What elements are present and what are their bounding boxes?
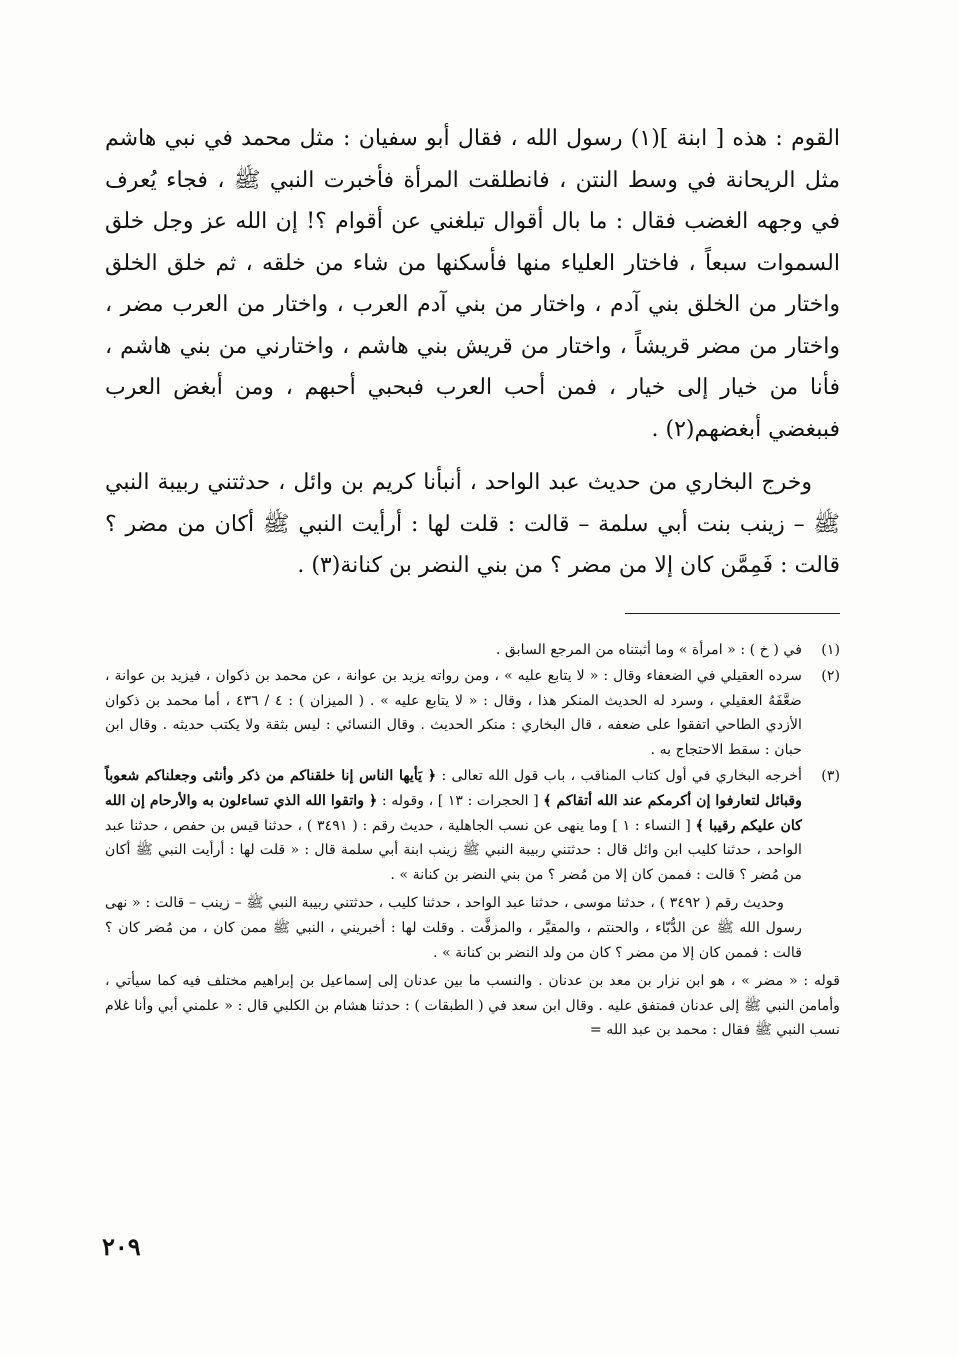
footnote-text: في ( خ ) : « امرأة » وما أثبتناه من المرجع السابق . — [495, 641, 802, 658]
main-text — [105, 118, 840, 587]
footnote-3 — [105, 764, 840, 965]
quran-verse-hujurat: ﴿ يَأيها الناس إنا خلقناكم من ذكر وأنثى وجعلناكم شعوباً وقبائل لتعارفوا إن أكرمكم عند الله أتقاكم ﴾ — [105, 768, 802, 810]
footnote-text — [105, 764, 802, 887]
footnote-number: (٣) — [821, 768, 840, 785]
footnote-number: (٢) — [821, 668, 840, 685]
footnote-continuation: [ النساء : ١ ] وما ينهى عن نسب الجاهلية ، حديث رقم : ( ٣٤٩١ ) ، حدثنا قيس بن حفص ، حدثنا عبد الواحد ، حدثنا كليب ابن وائل قال : حدثتني ربيبة النبي ﷺ زينب ابنة أبي سلمة قال : « قلت لها : أرأيت النبي ﷺ أكان من مُضر ؟ قالت : فممن كان إلا من مُضر ؟ من بني النضر بن كنانة » . — [105, 817, 802, 883]
footnote-separator — [625, 613, 840, 614]
main-paragraph-1: القوم : هذه [ ابنة ](١) رسول الله ، فقال أبو سفيان : مثل محمد في نبي هاشم مثل الريحانة في وسط النتن ، فانطلقت المرأة فأخبرت النبي ﷺ ، فجاء يُعرف في وجهه الغضب فقال : ما بال أقوال تبلغني عن أقوام ؟! إن الله عز وجل خلق السموات سبعاً ، فاختار العلياء منها فأسكنها من شاء من خلقه ، ثم خلق الخلق واختار من الخلق بني آدم ، واختار من بني آدم العرب ، واختار من العرب مضر ، واختار من مضر قريشاً ، واختار من قريش بني هاشم ، واختارني من بني هاشم ، فأنا من خيار إلى خيار ، فمن أحب العرب فبحبي أحبهم ، ومن أبغض العرب فببغضي أبغضهم(٢) . — [105, 126, 840, 442]
verse-reference: [ الحجرات : ١٣ ] ، وقوله : — [377, 793, 544, 810]
footnote-commentary: قوله : « مضر » ، هو ابن نزار بن معد بن عدنان . والنسب ما بين عدنان إلى إسماعيل بن إبراهيم مختلف فيه كما سيأتي ، وأمامن النبي ﷺ إلى عدنان فمتفق عليه . وقال ابن سعد في ( الطبقات ) : حدثنا هشام بن الكلبي قال : « علمني أبي وأنا غلام نسب النبي ﷺ فقال : محمد بن عبد الله = — [105, 973, 840, 1039]
footnote-2 — [105, 664, 840, 762]
footnotes — [105, 638, 840, 1044]
footnote-text-second: وحديث رقم ( ٣٤٩٢ ) ، حدثنا موسى ، حدثنا عبد الواحد ، حدثنا كليب ، حدثتني ربيبة النبي ﷺ – زينب – قالت : « نهى رسول الله ﷺ عن الدُّبّاء ، والحنتم ، والمقيَّر ، والمزفَّت . وقلت لها : أخبريني ، النبي ﷺ ممن كان ، من مُضر كان ؟ قالت : فممن كان إلا من مضر ؟ كان من ولد النضر بن كنانة » . — [105, 895, 802, 961]
footnote-intro: أخرجه البخاري في أول كتاب المناقب ، باب قول الله تعالى : — [436, 768, 802, 785]
footnote-1 — [105, 638, 840, 663]
footnote-number: (١) — [821, 641, 840, 658]
page-number: ٢٠٩ — [102, 1232, 141, 1261]
footnote-text: سرده العقيلي في الضعفاء وقال : « لا يتابع عليه » ، ومن رواته يزيد بن عوانة ، عن محمد بن ذكوان ، فيزيد بن عوانة ، ضعَّفَهُ العقيلي ، وسرد له الحديث المنكر هذا ، وقال : « لا يتابع عليه » . ( الميزان ) : ٤ / ٤٣٦ ، أما محمد بن ذكوان الأزدي الطاحي اتفقوا على ضعفه ، قال البخاري : منكر الحديث . وقال النسائي : ليس بثقة ولا يكتب حديثه . وقال ابن حبان : سقط الاحتجاج به . — [105, 668, 802, 758]
quran-verse-nisa: ﴿ واتقوا الله الذي تساءلون به والأرحام إن الله كان عليكم رقيبا ﴾ — [105, 793, 802, 834]
main-paragraph-2: وخرج البخاري من حديث عبد الواحد ، أنبأنا كريم بن وائل ، حدثتني ربيبة النبي ﷺ – زينب بنت أبي سلمة – قالت : قلت لها : أرأيت النبي ﷺ أكان من مضر ؟ قالت : فَمِمَّن كان إلا من مضر ؟ من بني النضر بن كنانة(٣) . — [105, 470, 840, 578]
page-content — [105, 118, 840, 1057]
